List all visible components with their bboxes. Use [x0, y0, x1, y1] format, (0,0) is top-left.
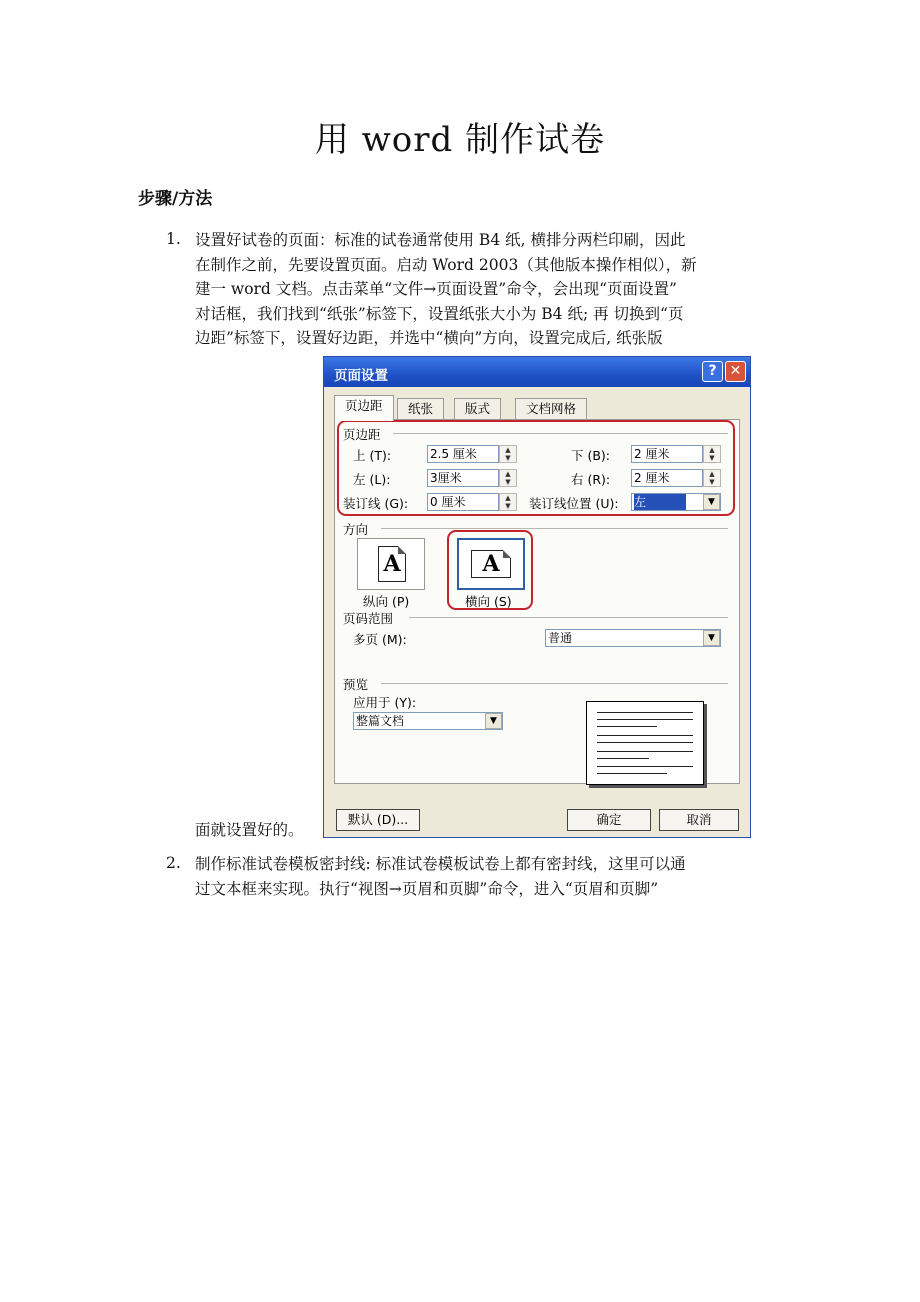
- preview-line: [597, 758, 649, 759]
- preview-line: [597, 773, 667, 774]
- preview-line: [597, 726, 657, 727]
- section-heading: 步骤/方法: [138, 189, 213, 209]
- multiple-pages-label: 多页 (M):: [353, 632, 407, 647]
- page-setup-dialog: [323, 356, 751, 838]
- multiple-pages-select[interactable]: [545, 629, 721, 647]
- gutter-position-label: 装订线位置 (U):: [529, 496, 619, 511]
- left-margin-label: 左 (L):: [353, 472, 391, 487]
- step-1-number: 1.: [166, 230, 181, 248]
- preview-line: [597, 742, 693, 743]
- gutter-spinner[interactable]: ▲ ▼: [499, 493, 517, 511]
- right-margin-label: 右 (R):: [571, 472, 611, 487]
- margins-group-label: 页边距: [343, 427, 381, 442]
- right-margin-field[interactable]: 2 厘米: [631, 469, 703, 487]
- gutter-position-value: 左: [634, 494, 686, 510]
- tab-margins[interactable]: 页边距: [334, 395, 394, 421]
- ok-button[interactable]: 确定: [567, 809, 651, 831]
- step-2-paragraph: [195, 852, 785, 901]
- right-margin-spinner[interactable]: ▲ ▼: [703, 469, 721, 487]
- step-2-line: 制作标准试卷模板密封线: 标准试卷模板试卷上都有密封线，这里可以通: [195, 855, 686, 873]
- step-2-number: 2.: [166, 854, 181, 872]
- apply-to-select[interactable]: [353, 712, 503, 730]
- group-divider: [409, 617, 728, 618]
- top-margin-field[interactable]: 2.5 厘米: [427, 445, 499, 463]
- portrait-option[interactable]: [357, 538, 425, 590]
- apply-to-value: 整篇文档: [356, 714, 405, 728]
- left-margin-field[interactable]: 3厘米: [427, 469, 499, 487]
- margins-highlight: [337, 420, 735, 516]
- step-1-line: 边距”标签下，设置好边距，并选中“横向”方向，设置完成后, 纸张版: [195, 329, 663, 347]
- bottom-margin-spinner[interactable]: ▲ ▼: [703, 445, 721, 463]
- orientation-group-label: 方向: [343, 522, 369, 537]
- close-icon[interactable]: ✕: [725, 361, 746, 382]
- step-1-line: 建一 word 文档。点击菜单“文件→页面设置”命令，会出现“页面设置”: [195, 280, 677, 298]
- chevron-down-icon[interactable]: ▼: [485, 713, 502, 729]
- preview-line: [597, 735, 693, 736]
- top-margin-spinner[interactable]: ▲ ▼: [499, 445, 517, 463]
- preview-line: [597, 751, 693, 752]
- portrait-label: 纵向 (P): [363, 594, 410, 609]
- preview-group-label: 预览: [343, 677, 369, 692]
- default-button[interactable]: 默认 (D)...: [336, 809, 420, 831]
- dialog-title: 页面设置: [334, 368, 388, 384]
- step-1-paragraph: [195, 228, 785, 351]
- page-preview: [586, 701, 704, 785]
- bottom-margin-field[interactable]: 2 厘米: [631, 445, 703, 463]
- tab-doc-grid[interactable]: 文档网格: [515, 398, 587, 420]
- chevron-down-icon[interactable]: ▼: [703, 630, 720, 646]
- group-divider: [381, 683, 728, 684]
- document-title: 用 word 制作试卷: [314, 120, 606, 160]
- step-2-line: 过文本框来实现。执行“视图→页眉和页脚”命令，进入“页眉和页脚”: [195, 879, 659, 898]
- page-range-group-label: 页码范围: [343, 611, 394, 626]
- gutter-field[interactable]: 0 厘米: [427, 493, 499, 511]
- cancel-button[interactable]: 取消: [659, 809, 739, 831]
- bottom-margin-label: 下 (B):: [571, 448, 611, 463]
- help-icon[interactable]: ?: [702, 361, 723, 382]
- left-margin-spinner[interactable]: ▲ ▼: [499, 469, 517, 487]
- landscape-highlight: [447, 530, 533, 610]
- group-divider: [381, 528, 728, 529]
- preview-line: [597, 712, 693, 713]
- step-1-line: 在制作之前，先要设置页面。启动 Word 2003（其他版本操作相似），新: [195, 255, 697, 274]
- dialog-titlebar: [324, 357, 750, 387]
- step-1-tail: 面就设置好的。: [195, 821, 304, 839]
- step-1-line: 对话框，我们找到“纸张”标签下，设置纸张大小为 B4 纸; 再 切换到“页: [195, 304, 684, 323]
- landscape-icon: A: [471, 550, 511, 578]
- portrait-icon: A: [378, 546, 406, 582]
- multiple-pages-value: 普通: [548, 631, 573, 645]
- gutter-label: 装订线 (G):: [343, 496, 409, 511]
- apply-to-label: 应用于 (Y):: [353, 695, 417, 710]
- landscape-label: 横向 (S): [465, 594, 512, 609]
- preview-line: [597, 766, 693, 767]
- preview-line: [597, 719, 693, 720]
- tab-layout[interactable]: 版式: [454, 398, 501, 420]
- chevron-down-icon[interactable]: ▼: [703, 494, 720, 510]
- step-1-line: 设置好试卷的页面：标准的试卷通常使用 B4 纸, 横排分两栏印刷，因此: [195, 231, 686, 249]
- tab-paper[interactable]: 纸张: [397, 398, 444, 420]
- top-margin-label: 上 (T):: [353, 448, 392, 463]
